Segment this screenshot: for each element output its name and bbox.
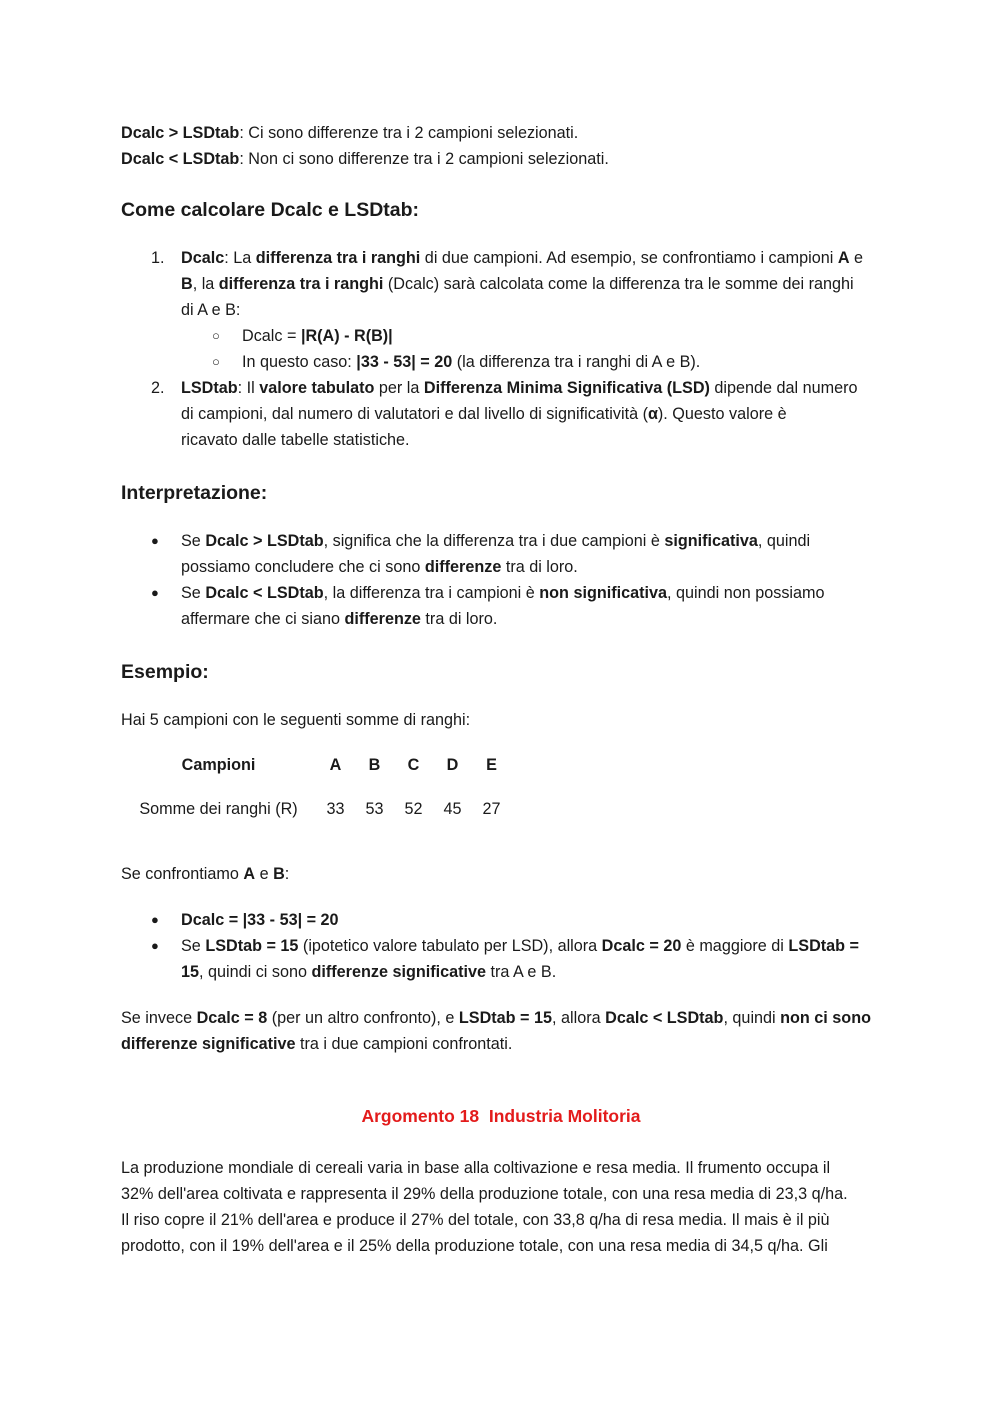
calc-item-2: 2. LSDtab: Il valore tabulato per la Differenza Minima Significativa (LSD) dipende dal numero di campioni, dal numero di valutatori e dal livello di significatività (α). Questo valore è ricavato dalle tabelle statistiche. [121,375,881,453]
example-list [121,907,881,985]
list-marker: 1. [151,249,165,267]
example-intro: Hai 5 campioni con le seguenti somme di ranghi: [121,711,471,729]
sub-marker: ○ [212,328,220,343]
table-cell: 52 [404,800,423,818]
bullet-marker: ● [151,938,159,953]
interpretation-heading: Interpretazione: [121,482,268,504]
table-header-row [121,751,511,779]
table-column-header: D [446,756,459,774]
bullet-marker: ● [151,533,159,548]
bullet-marker: ● [151,585,159,600]
rule-line-2: Dcalc < LSDtab: Non ci sono differenze tra i 2 campioni selezionati. [121,150,609,168]
rule-line-1: Dcalc > LSDtab: Ci sono differenze tra i 2 campioni selezionati. [121,124,579,142]
table-column-header: A [329,756,342,774]
interpretation-item-2: ● Se Dcalc < LSDtab, la differenza tra i campioni è non significativa, quindi non possiamo affermare che ci siano differenze tra di loro. [121,580,881,632]
calc-heading: Come calcolare Dcalc e LSDtab: [121,199,420,221]
section-paragraph: La produzione mondiale di cereali varia in base alla coltivazione e resa media. Il frumento occupa il 32% dell'area coltivata e rappresenta il 29% della produzione totale, con una resa media di 23,3 q/ha. Il riso copre il 21% dell'area e produce il 27% del totale, con 33,8 q/ha di resa media. Il mais è il più prodotto, con il 19% dell'area e il 25% della produzione totale, con una resa media di 34,5 q/ha. Gli [121,1159,848,1255]
calc-subitem-example: ○ In questo caso: |33 - 53| = 20 (la differenza tra i ranghi di A e B). [121,349,881,375]
calc-item-1: 1. Dcalc: La differenza tra i ranghi di due campioni. Ad esempio, se confrontiamo i campioni A e B, la differenza tra i ranghi (Dcalc) sarà calcolata come la differenza tra le somme dei ranghi di A e B: [121,245,881,323]
table-cell: 45 [443,800,462,818]
bullet-marker: ● [151,912,159,927]
compare-line: Se confrontiamo A e B: [121,865,290,883]
table-cell: 53 [365,800,384,818]
table-row [121,779,511,839]
calc-subitem-formula: ○ Dcalc = |R(A) - R(B)| [121,323,881,349]
example-heading: Esempio: [121,661,209,683]
example-item-2: ● Se LSDtab = 15 (ipotetico valore tabulato per LSD), allora Dcalc = 20 è maggiore di LSDtab = 15, quindi ci sono differenze significative tra A e B. [121,933,881,985]
calc-list [121,245,881,453]
table-column-header: B [368,756,381,774]
table-cell: 33 [326,800,345,818]
interpretation-item-1: ● Se Dcalc > LSDtab, significa che la differenza tra i due campioni è significativa, quindi possiamo concludere che ci sono differenze tra di loro. [121,528,881,580]
document-page [121,120,881,1259]
table-row-label: Somme dei ranghi (R) [139,800,298,818]
closing-paragraph: Se invece Dcalc = 8 (per un altro confronto), e LSDtab = 15, allora Dcalc < LSDtab, quindi non ci sono differenze significative tra i due campioni confrontati. [121,1009,871,1053]
interpretation-list [121,528,881,632]
ranks-table [121,751,511,839]
table-column-header: C [407,756,420,774]
section-title: Argomento 18 Industria Molitoria [361,1106,641,1126]
list-marker: 2. [151,379,165,397]
table-column-header: E [486,756,497,774]
sub-marker: ○ [212,354,220,369]
example-item-1: ● Dcalc = |33 - 53| = 20 [121,907,881,933]
table-cell: 27 [482,800,501,818]
table-header-label: Campioni [181,756,256,774]
